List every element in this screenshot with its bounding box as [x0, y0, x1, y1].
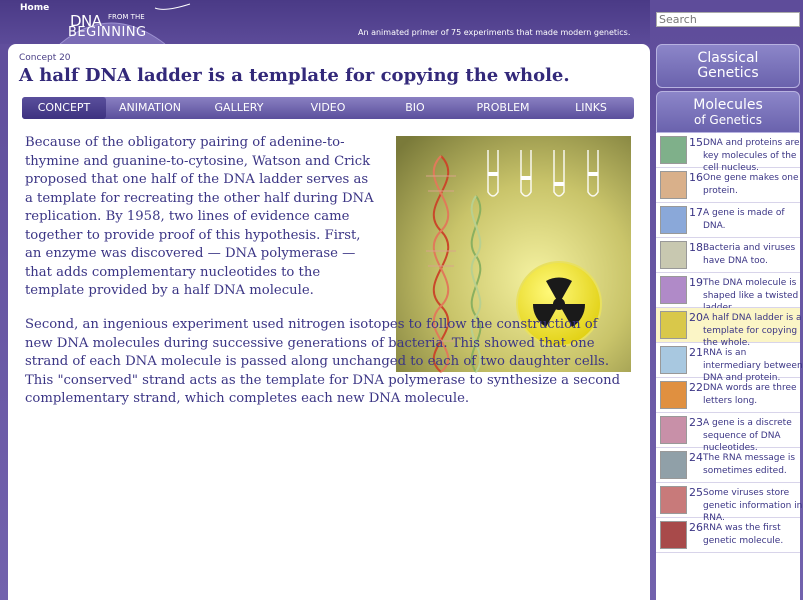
tab-video[interactable]: VIDEO: [310, 101, 346, 114]
tab-bio[interactable]: BIO: [405, 101, 425, 114]
concept-thumbnail-icon: [660, 486, 687, 514]
concept-item-text: A gene is a discrete sequence of DNA nucleotides.: [703, 418, 792, 453]
concept-thumbnail-icon: [660, 276, 687, 304]
concept-item-number: 17: [689, 206, 703, 219]
sidebar-concept-item[interactable]: [656, 308, 802, 348]
concept-item-text: The DNA molecule is shaped like a twisted: [703, 278, 799, 301]
concept-number: Concept 20: [19, 53, 71, 63]
concept-thumbnail-icon: [660, 311, 687, 339]
concept-thumbnail-icon: [660, 416, 687, 444]
concept-item-text: A gene is made of DNA.: [703, 208, 785, 231]
concept-thumbnail-icon: [660, 171, 687, 199]
concept-list: [656, 133, 803, 600]
sidebar-concept-item[interactable]: [656, 343, 803, 383]
site-tagline: An animated primer of 75 experiments that made modern genetics.: [358, 28, 631, 37]
concept-item-number: 19: [689, 276, 703, 289]
concept-item-number: 22: [689, 381, 703, 394]
concept-item-number: 20: [689, 311, 703, 324]
concept-item-text: DNA and proteins are key molecules of the cell nucleus.: [703, 138, 800, 173]
tab-animation[interactable]: ANIMATION: [118, 101, 181, 114]
tab-problem[interactable]: PROBLEM: [476, 101, 530, 114]
concept-item-number: 26: [689, 521, 703, 534]
tab-links[interactable]: LINKS: [575, 101, 607, 114]
sidebar-concept-item[interactable]: [656, 133, 800, 173]
concept-thumbnail-icon: [660, 206, 687, 234]
sidebar-concept-item[interactable]: [656, 168, 800, 203]
concept-item-text: The RNA message is sometimes edited.: [703, 453, 796, 476]
section-molecules-of-genetics[interactable]: [656, 91, 800, 133]
concept-paragraph-2: Second, an ingenious experiment used nitrogen isotopes to follow the construction of new DNA molecules during successive generations of bacteria. This showed that one strand of each DNA molecule is passed along unchanged to each of two daughter cells. This "conserved" strand acts as the template for DNA polymerase to synthesize a second complementary strand, which completes each new DNA molecule.: [25, 317, 621, 406]
search-input[interactable]: [656, 12, 800, 27]
concept-thumbnail-icon: [660, 451, 687, 479]
concept-item-number: 25: [689, 486, 703, 499]
logo-text-from-the: FROM THE: [108, 13, 145, 21]
concept-item-number: 18: [689, 241, 703, 254]
concept-thumbnail-icon: [660, 241, 687, 269]
concept-item-text: Some viruses store genetic information in RNA.: [703, 488, 803, 523]
sidebar-concept-item[interactable]: [656, 378, 800, 413]
concept-item-text: Bacteria and viruses have DNA too.: [703, 243, 796, 266]
concept-thumbnail-icon: [660, 136, 687, 164]
concept-item-number: 16: [689, 171, 703, 184]
site-logo[interactable]: [40, 0, 180, 44]
sidebar-concept-item[interactable]: [656, 238, 800, 273]
home-link[interactable]: Home: [20, 3, 50, 13]
concept-item-number: 23: [689, 416, 703, 429]
concept-item-number: 21: [689, 346, 703, 359]
concept-item-text: One gene makes one protein.: [703, 173, 799, 196]
concept-item-text: A half DNA ladder is a template for copying the whole.: [703, 313, 802, 348]
concept-thumbnail-icon: [660, 381, 687, 409]
section-classical-line2: Genetics: [697, 65, 759, 81]
section-molecules-line1: Molecules: [693, 97, 763, 113]
concept-item-text: RNA is an intermediary between DNA and protein.: [703, 348, 803, 383]
concept-item-number: 24: [689, 451, 703, 464]
main-content-panel: [8, 44, 650, 600]
concept-thumbnail-icon: [660, 521, 687, 549]
section-classical-genetics[interactable]: [656, 44, 800, 88]
sidebar-concept-item[interactable]: [656, 483, 803, 523]
sidebar-concept-item[interactable]: [656, 413, 800, 453]
sidebar-concept-item[interactable]: [656, 203, 800, 238]
concept-paragraph-1: Because of the obligatory pairing of adenine-to-thymine and guanine-to-cytosine, Watson and Crick proposed that one half of the DNA ladder serves as a template for recreating the other half during DNA replication. By 1958, two lines of evidence came together to provide proof of this hypothesis. First, an enzyme was discovered — DNA polymerase — that adds complementary nucleotides to the template provided by a half DNA molecule.: [25, 135, 374, 298]
page-title: A half DNA ladder is a template for copying the whole.: [19, 65, 570, 86]
concept-item-number: 15: [689, 136, 703, 149]
sidebar-concept-item[interactable]: [656, 273, 800, 308]
site-header: [0, 0, 650, 44]
sidebar-concept-item[interactable]: [656, 448, 800, 483]
logo-text-dna: DNA: [70, 12, 102, 30]
concept-tabs: [22, 97, 634, 119]
section-classical-line1: Classical: [697, 50, 759, 66]
concepts-sidebar: [656, 44, 803, 600]
tab-gallery[interactable]: GALLERY: [214, 101, 264, 114]
concept-item-text: RNA was the first genetic molecule.: [703, 523, 784, 546]
tab-concept[interactable]: CONCEPT: [22, 97, 106, 119]
logo-text-beginning: BEGINNING: [68, 25, 147, 40]
sidebar-concept-item[interactable]: [656, 518, 800, 553]
concept-item-text: DNA words are three letters long.: [703, 383, 797, 406]
concept-thumbnail-icon: [660, 346, 687, 374]
section-molecules-line2: of Genetics: [694, 113, 762, 127]
